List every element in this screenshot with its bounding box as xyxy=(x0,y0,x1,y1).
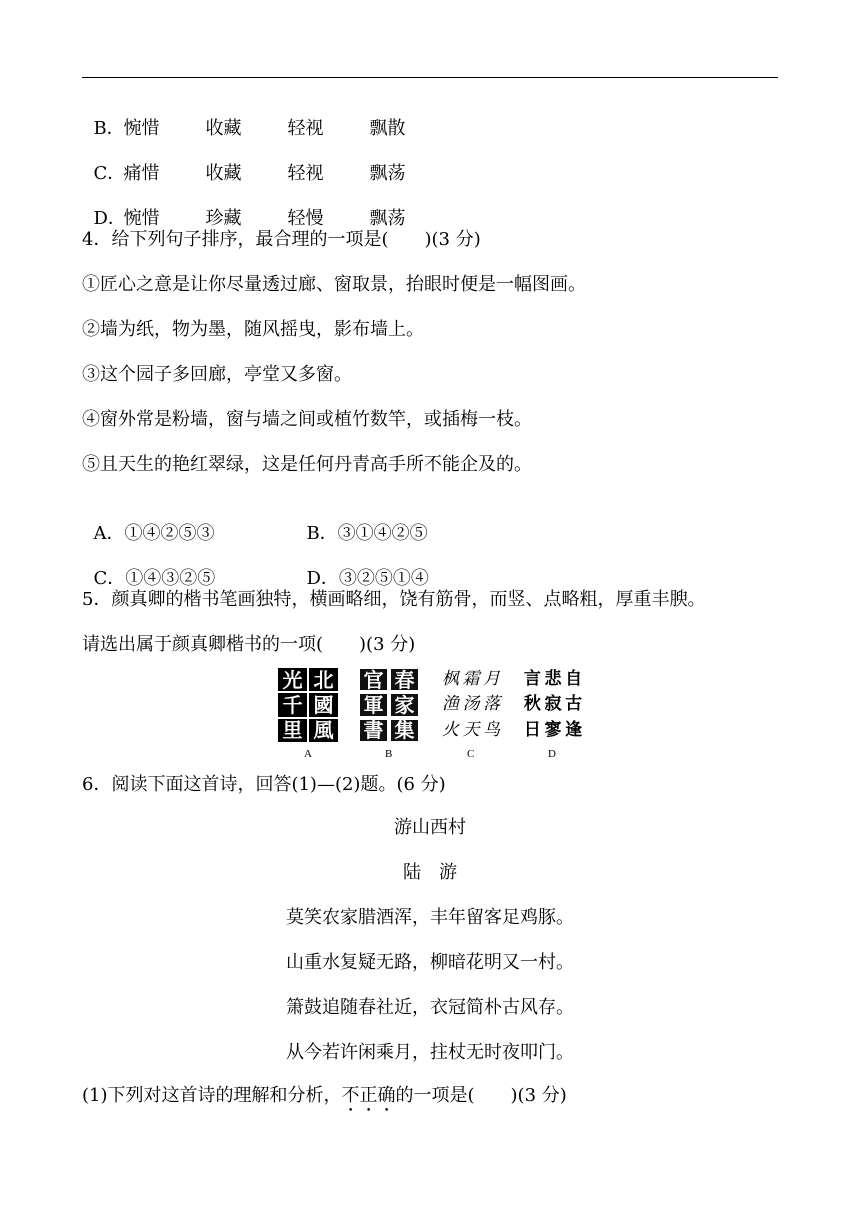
q4-sentence-5: ⑤且天生的艳红翠绿，这是任何丹青高手所不能企及的。 xyxy=(82,454,532,475)
q4-sentence-4: ④窗外常是粉墙，窗与墙之间或植竹数竿，或插梅一枝。 xyxy=(82,409,532,430)
caption-b: B xyxy=(385,748,393,760)
q4-options-row-2 xyxy=(82,543,519,591)
q4-sentence-2: ②墙为纸，物为墨，随风摇曳，影布墙上。 xyxy=(82,319,424,340)
q3-option-b: B．惋惜 收藏 轻视 飘散 xyxy=(93,118,406,139)
q3-option-c: C．痛惜 收藏 轻视 飘荡 xyxy=(93,163,406,184)
poem-title: 游山西村 xyxy=(394,817,466,838)
q4-option-a: A．①④②⑤③ xyxy=(93,523,215,544)
q6-stem: 6．阅读下面这首诗，回答(1)—(2)题。(6 分) xyxy=(82,774,446,795)
q5-stem-line-1: 5．颜真卿的楷书笔画独特，横画略细，饶有筋骨，而竖、点略粗，厚重丰腴。 xyxy=(82,589,706,610)
q4-stem: 4．给下列句子排序，最合理的一项是( )(3 分) xyxy=(82,229,481,250)
q4-sentence-3: ③这个园子多回廊，亭堂又多窗。 xyxy=(82,364,352,385)
q4-options-row-1 xyxy=(82,498,519,546)
poem-line-3: 箫鼓追随春社近，衣冠简朴古风存。 xyxy=(286,997,574,1018)
emphasis-text: 不正确 xyxy=(341,1085,396,1106)
caption-d: D xyxy=(548,748,556,760)
header-rule xyxy=(82,77,778,78)
poem-line-2: 山重水复疑无路，柳暗花明又一村。 xyxy=(286,952,574,973)
q6-sub-question-1: (1)下列对这首诗的理解和分析，不正确的一项是( )(3 分) xyxy=(82,1085,567,1106)
q5-stem-line-2: 请选出属于颜真卿楷书的一项( )(3 分) xyxy=(82,634,416,655)
poem-line-1: 莫笑农家腊酒浑，丰年留客足鸡豚。 xyxy=(286,907,574,928)
q4-option-c: C．①④③②⑤ xyxy=(93,568,216,589)
q4-option-d: D．③②⑤①④ xyxy=(306,568,429,589)
q3-option-d: D．惋惜 珍藏 轻慢 飘荡 xyxy=(93,208,406,229)
poem-author: 陆 游 xyxy=(403,862,457,883)
q4-option-b: B．③①④②⑤ xyxy=(306,523,428,544)
caption-c: C xyxy=(467,748,475,760)
poem-line-4: 从今若许闲乘月，拄杖无时夜叩门。 xyxy=(286,1042,574,1063)
caption-a: A xyxy=(304,748,312,760)
q4-sentence-1: ①匠心之意是让你尽量透过廊、窗取景，抬眼时便是一幅图画。 xyxy=(82,274,586,295)
